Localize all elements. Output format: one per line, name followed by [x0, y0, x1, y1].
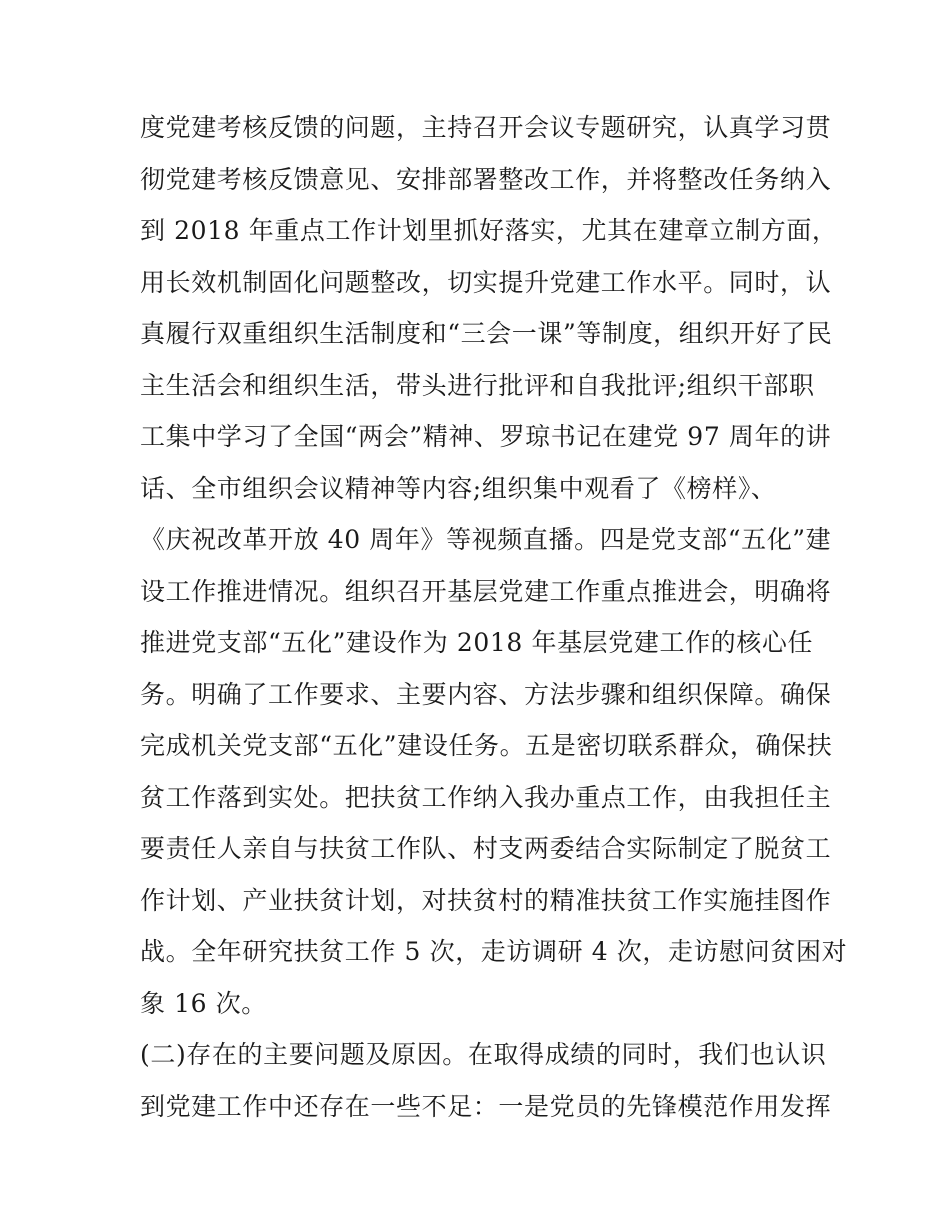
- text-line: 话、全市组织会议精神等内容;组织集中观看了《榜样》、: [140, 473, 777, 503]
- text-line: 推进党支部“五化”建设作为 2018 年基层党建工作的核心任: [140, 628, 814, 657]
- text-line: 《庆祝改革开放 40 周年》等视频直播。四是党支部“五化”建: [140, 525, 832, 554]
- text-line: 主生活会和组织生活，带头进行批评和自我批评;组织干部职: [140, 370, 815, 400]
- text-line: 要责任人亲自与扶贫工作队、村支两委结合实际制定了脱贫工: [140, 834, 832, 863]
- text-line: 贫工作落到实处。把扶贫工作纳入我办重点工作，由我担任主: [140, 782, 832, 812]
- text-line: 真履行双重组织生活制度和“三会一课”等制度，组织开好了民: [140, 319, 833, 348]
- body-text: [140, 102, 848, 1132]
- text-line: 工集中学习了全国“两会”精神、罗琼书记在建党 97 周年的讲: [140, 422, 832, 451]
- text-line: 务。明确了工作要求、主要内容、方法步骤和组织保障。确保: [140, 679, 832, 709]
- text-line: 作计划、产业扶贫计划，对扶贫村的精准扶贫工作实施挂图作: [140, 885, 832, 915]
- text-line: 度党建考核反馈的问题，主持召开会议专题研究，认真学习贯: [140, 113, 832, 142]
- text-line: 用长效机制固化问题整改，切实提升党建工作水平。同时，认: [140, 267, 832, 297]
- text-line: 战。全年研究扶贫工作 5 次，走访调研 4 次，走访慰问贫困对: [140, 937, 848, 966]
- text-line: 到党建工作中还存在一些不足：一是党员的先锋模范作用发挥: [140, 1091, 832, 1121]
- section-heading-line: (二)存在的主要问题及原因。在取得成绩的同时，我们也认识: [140, 1040, 827, 1069]
- text-line: 完成机关党支部“五化”建设任务。五是密切联系群众，确保扶: [140, 731, 833, 760]
- text-line: 到 2018 年重点工作计划里抓好落实，尤其在建章立制方面，: [140, 216, 838, 245]
- text-line: 设工作推进情况。组织召开基层党建工作重点推进会，明确将: [140, 576, 832, 606]
- text-line: 彻党建考核反馈意见、安排部署整改工作，并将整改任务纳入: [140, 164, 832, 194]
- text-line: 象 16 次。: [140, 988, 267, 1018]
